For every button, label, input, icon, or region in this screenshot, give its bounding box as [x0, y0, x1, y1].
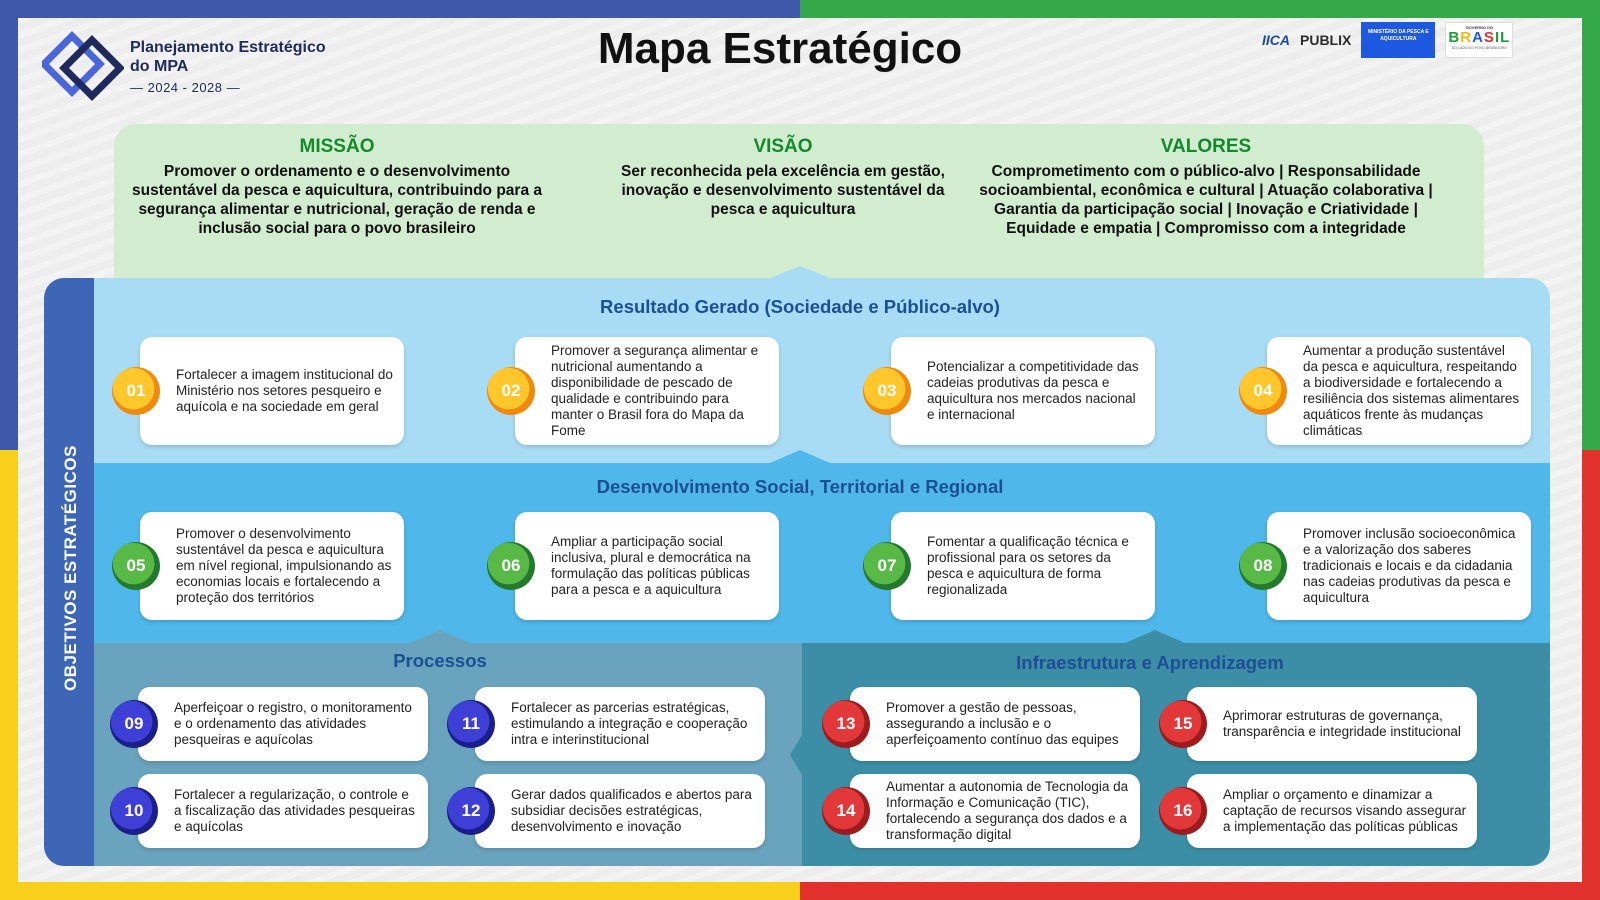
- objective-card-02: [515, 337, 779, 445]
- objective-number-badge: 09: [110, 700, 158, 748]
- objective-number-badge: 15: [1159, 700, 1207, 748]
- objective-text: Aperfeiçoar o registro, o monitoramento e o ordenamento das atividades pesqueiras e aquícolas: [174, 700, 412, 747]
- mission-title: MISSÃO: [299, 136, 375, 157]
- objective-card-11: [475, 687, 765, 761]
- objective-card-14: [850, 774, 1140, 848]
- values-text: Comprometimento com o público-alvo | Responsabilidade socioambiental, econômica e cultural | Atuação colaborativa | Garantia da participação social | Inovação e Criatividade | Equidade e empatia | Compromisso com a integridade: [979, 163, 1433, 237]
- objective-card-04: [1267, 337, 1531, 445]
- objective-card-16: [1187, 774, 1477, 848]
- objective-number-badge: 04: [1239, 367, 1287, 415]
- objective-card-07: [891, 512, 1155, 620]
- logo-years: — 2024 - 2028 —: [130, 80, 241, 95]
- iica-logo: IICA: [1262, 32, 1290, 48]
- objective-text: Aprimorar estruturas de governança, transparência e integridade institucional: [1223, 708, 1461, 739]
- objective-text: Promover a gestão de pessoas, assegurando a inclusão e o aperfeiçoamento contínuo das equipes: [886, 700, 1119, 747]
- objective-number-badge: 02: [487, 367, 535, 415]
- objective-text: Ampliar o orçamento e dinamizar a captação de recursos visando assegurar a implementação das políticas públicas: [1223, 787, 1467, 834]
- objective-text: Fortalecer as parcerias estratégicas, estimulando a integração e cooperação intra e interinstitucional: [511, 700, 748, 747]
- objective-card-13: [850, 687, 1140, 761]
- objective-text: Fortalecer a imagem institucional do Ministério nos setores pesqueiro e aquícola e na sociedade em geral: [176, 367, 393, 414]
- objective-card-10: [138, 774, 428, 848]
- objective-number-badge: 07: [863, 542, 911, 590]
- objective-number-badge: 03: [863, 367, 911, 415]
- objective-text: Gerar dados qualificados e abertos para subsidiar decisões estratégicas, desenvolvimento e inovação: [511, 787, 752, 834]
- vision-text: Ser reconhecida pela excelência em gestão, inovação e desenvolvimento sustentável da pesca e aquicultura: [621, 163, 945, 218]
- objective-text: Promover o desenvolvimento sustentável da pesca e aquicultura em nível regional, impulsionando as economias locais e fortalecendo a proteção dos territórios: [176, 526, 392, 605]
- objective-card-08: [1267, 512, 1531, 620]
- objective-text: Potencializar a competitividade das cadeias produtivas da pesca e aquicultura nos mercados nacional e internacional: [927, 359, 1139, 422]
- objective-number-badge: 05: [112, 542, 160, 590]
- layer-title-infraestrutura: Infraestrutura e Aprendizagem: [1016, 652, 1284, 673]
- vision-title: VISÃO: [753, 136, 813, 157]
- gov-brasil-text: BRASIL: [1448, 29, 1511, 46]
- objective-text: Fomentar a qualificação técnica e profissional para os setores da pesca e aquicultura de forma regionalizada: [927, 534, 1129, 597]
- objective-card-06: [515, 512, 779, 620]
- layer-title-processos: Processos: [393, 650, 487, 671]
- page-title: Mapa Estratégico: [597, 24, 963, 73]
- objective-number-badge: 10: [110, 787, 158, 835]
- objective-number-badge: 13: [822, 700, 870, 748]
- objective-card-01: [140, 337, 404, 445]
- objective-number-badge: 16: [1159, 787, 1207, 835]
- objective-number-badge: 06: [487, 542, 535, 590]
- objective-text: Ampliar a participação social inclusiva, plural e democrática na formulação das políticas públicas para a pesca e a aquicultura: [551, 534, 751, 597]
- gov-small-text: GOVERNO DO: [1465, 25, 1494, 30]
- objective-number-badge: 08: [1239, 542, 1287, 590]
- objective-number-badge: 11: [447, 700, 495, 748]
- objective-card-03: [891, 337, 1155, 445]
- publix-logo: PUBLIX: [1300, 32, 1352, 48]
- objective-text: Aumentar a produção sustentável da pesca e aquicultura, respeitando a biodiversidade e fortalecendo a resiliência dos sistemas alimentares aquáticos frente às mudanças climáticas: [1303, 343, 1520, 438]
- layer-title-resultado: Resultado Gerado (Sociedade e Público-alvo): [600, 296, 1000, 317]
- objective-text: Promover a segurança alimentar e nutricional aumentando a disponibilidade de pescado de qualidade e contribuindo para manter o Brasil fora do Mapa da Fome: [551, 343, 759, 438]
- objective-card-12: [475, 774, 765, 848]
- objective-text: Fortalecer a regularização, o controle e a fiscalização das atividades pesqueiras e aquícolas: [174, 787, 415, 834]
- strategic-objectives-side-label: [44, 278, 94, 866]
- objective-card-09: [138, 687, 428, 761]
- objective-number-badge: 01: [112, 367, 160, 415]
- mission-text: Promover o ordenamento e o desenvolvimento sustentável da pesca e aquicultura, contribuindo para a segurança alimentar e nutricional, geração de renda e inclusão social para o povo brasileiro: [132, 163, 543, 237]
- gov-slogan: DO LADO DO POVO BRASILEIRO: [1451, 46, 1507, 50]
- objective-card-05: [140, 512, 404, 620]
- objective-text: Promover inclusão socioeconômica e a valorização dos saberes tradicionais e locais e da cidadania nas cadeias produtivas da pesca e aquicultura: [1303, 526, 1516, 605]
- ministry-logo: MINISTÉRIO DA PESCA E AQUICULTURA: [1361, 22, 1435, 58]
- objective-text: Aumentar a autonomia de Tecnologia da Informação e Comunicação (TIC), fortalecendo a segurança dos dados e a transformação digital: [886, 779, 1129, 842]
- side-label-text: OBJETIVOS ESTRATÉGICOS: [61, 445, 80, 691]
- values-title: VALORES: [1160, 136, 1252, 157]
- objective-number-badge: 12: [447, 787, 495, 835]
- objective-number-badge: 14: [822, 787, 870, 835]
- logo-title: Planejamento Estratégico do MPA: [130, 39, 326, 75]
- layer-title-desenvolvimento: Desenvolvimento Social, Territorial e Regional: [596, 476, 1004, 497]
- objective-card-15: [1187, 687, 1477, 761]
